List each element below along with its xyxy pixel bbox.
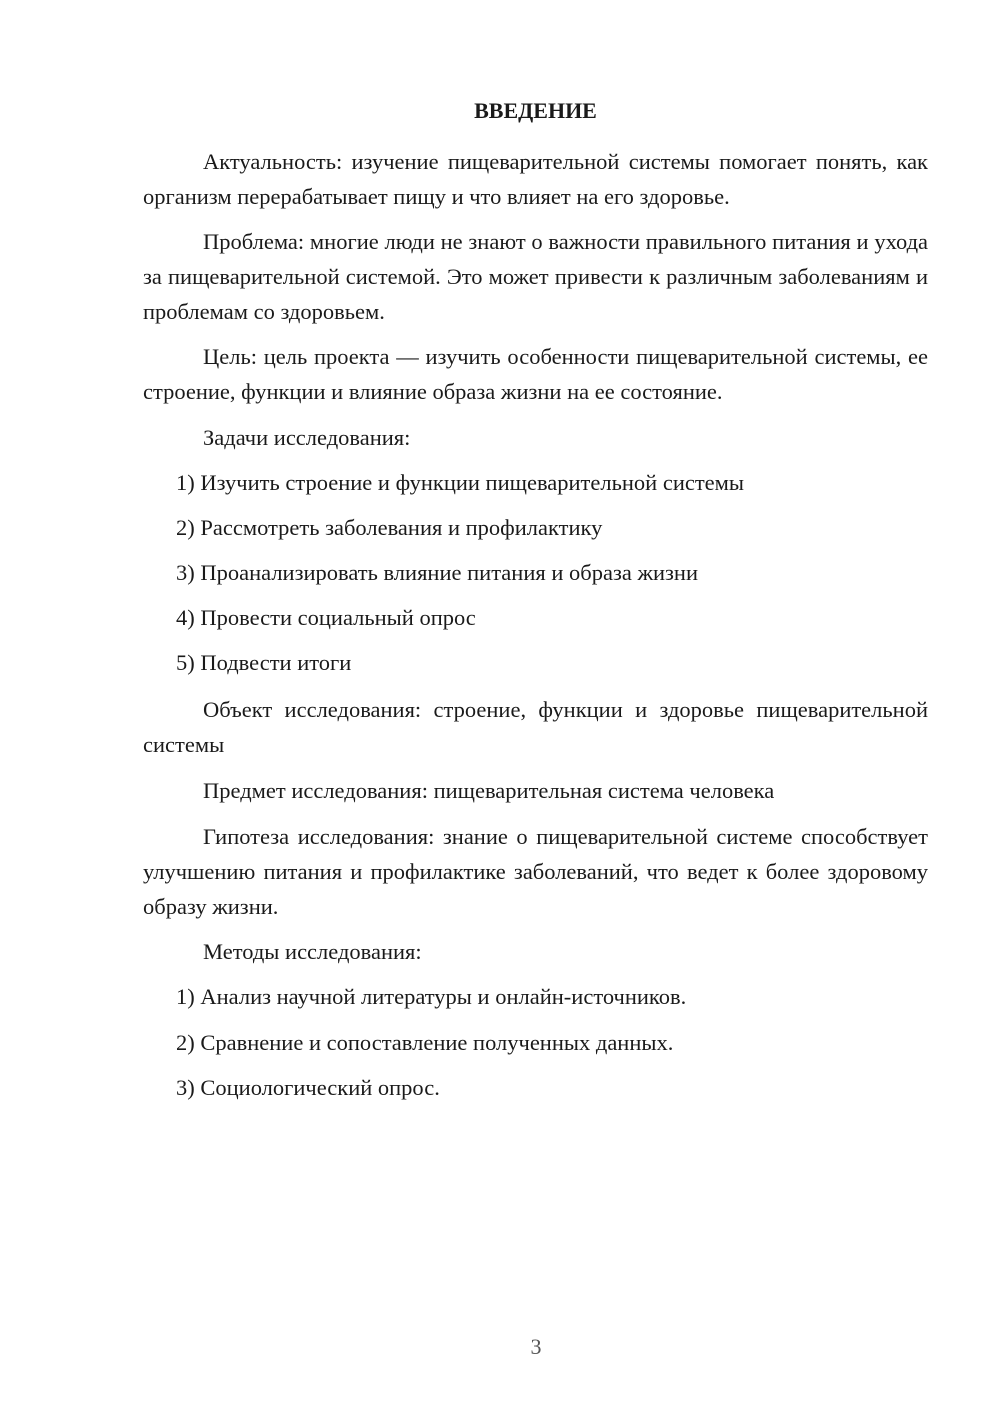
method-item: 3) Социологический опрос. [176,1075,440,1100]
problem-paragraph: Проблема: многие люди не знают о важности правильного питания и ухода за пищеварительной системой. Это может привести к различным заболеваниям и проблемам со здоровьем. [143,229,928,324]
document-title: ВВЕДЕНИЕ [474,98,597,123]
subject-paragraph: Предмет исследования: пищеварительная система человека [203,778,775,803]
method-item: 1) Анализ научной литературы и онлайн-источников. [176,984,687,1009]
tasks-heading: Задачи исследования: [203,425,411,450]
hypothesis-paragraph: Гипотеза исследования: знание о пищеварительной системе способствует улучшению питания и профилактике заболеваний, что ведет к более здоровому образу жизни. [143,824,928,919]
task-item: 3) Проанализировать влияние питания и образа жизни [176,560,699,585]
page-number: 3 [530,1334,542,1359]
goal-paragraph: Цель: цель проекта — изучить особенности пищеварительной системы, ее строение, функции и влияние образа жизни на ее состояние. [143,344,928,404]
task-item: 4) Провести социальный опрос [176,605,476,630]
task-item: 2) Рассмотреть заболевания и профилактику [176,515,603,540]
task-item: 5) Подвести итоги [176,650,352,675]
relevance-paragraph: Актуальность: изучение пищеварительной системы помогает понять, как организм перерабатывает пищу и что влияет на его здоровье. [143,149,928,209]
object-paragraph: Объект исследования: строение, функции и здоровье пищеварительной системы [143,697,928,757]
method-item: 2) Сравнение и сопоставление полученных данных. [176,1030,674,1055]
methods-heading: Методы исследования: [203,939,422,964]
task-item: 1) Изучить строение и функции пищеварительной системы [176,470,745,495]
